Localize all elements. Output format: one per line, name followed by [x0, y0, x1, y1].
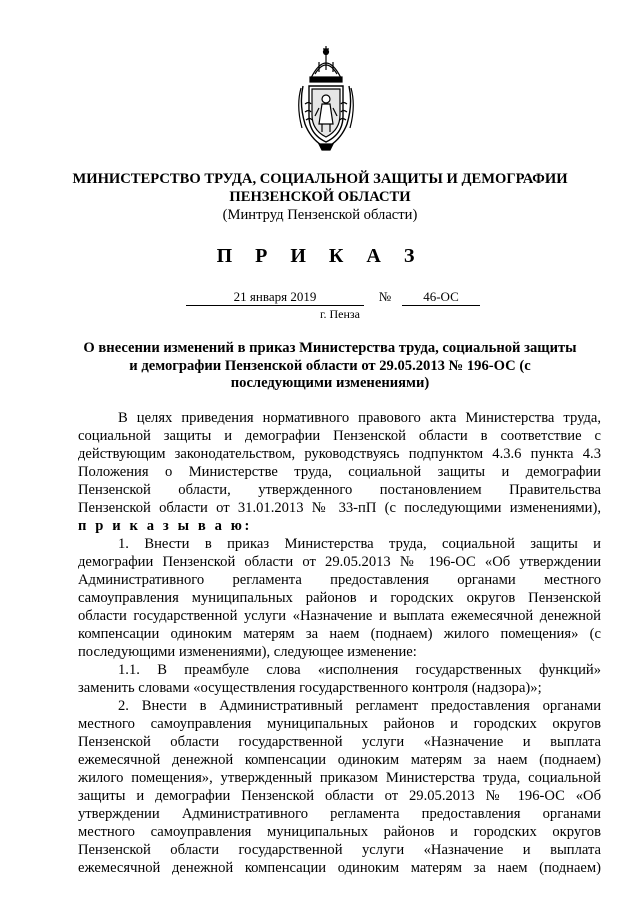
- body-line: Пензенской области, утвержденного постановлением Правительства: [78, 482, 601, 498]
- body-line: В целях приведения нормативного правового акта Министерства труда,: [118, 410, 601, 426]
- body-line: утверждении Административного регламента предоставления органами: [78, 806, 601, 822]
- subject-line: последующими изменениями): [230, 375, 430, 391]
- body-line: Пензенской области от 31.01.2013 № 33-пП (с последующими изменениями),: [78, 500, 601, 516]
- body-line: защиты и демографии Пензенской области от 29.05.2013 № 196-ОС «Об: [78, 788, 601, 804]
- body-line: компенсации одиноким матерям за наем (поднаем) жилого помещения» (с: [78, 626, 601, 642]
- ministry-name-line1: МИНИСТЕРСТВО ТРУДА, СОЦИАЛЬНОЙ ЗАЩИТЫ И ДЕМОГРАФИИ: [72, 171, 568, 187]
- body-line: социальной защиты и демографии Пензенской области в соответствие с: [78, 428, 601, 444]
- body-line: местного самоуправления муниципальных районов и городских округов: [78, 824, 601, 840]
- subject-line: и демографии Пензенской области от 29.05.2013 № 196-ОС (с: [129, 357, 531, 374]
- number-sign: №: [378, 289, 392, 304]
- body-line: области государственной услуги «Назначение и выплата ежемесячной денежной: [78, 608, 601, 624]
- body-line: Административного регламента предоставления органами местного: [78, 572, 601, 588]
- ministry-short-name: (Минтруд Пензенской области): [222, 207, 418, 223]
- body-line: местного самоуправления муниципальных районов и городских округов: [78, 716, 601, 732]
- order-word: п р и к а з ы в а ю:: [78, 518, 252, 534]
- body-line: ежемесячной денежной компенсации одиноким матерям за наем (поднаем): [78, 860, 601, 876]
- item-1-line: 1. Внести в приказ Министерства труда, социальной защиты и: [118, 536, 601, 552]
- subject-line: О внесении изменений в приказ Министерства труда, социальной защиты: [83, 340, 577, 356]
- order-number: 46-ОС: [402, 289, 480, 306]
- body-line: Положения о Министерстве труда, социальной защиты и демографии: [78, 464, 601, 480]
- body-line: заменить словами «осуществления государственного контроля (надзора)»;: [78, 680, 542, 696]
- body-line: жилого помещения», утвержденный приказом Министерства труда, социальной: [78, 770, 601, 786]
- body-line: Пензенской области государственной услуги «Назначение и выплата: [78, 842, 601, 858]
- item-2-line: 2. Внести в Административный регламент предоставления органами: [118, 698, 601, 714]
- body-line: действующим законодательством, руководствуясь подпунктом 4.3.6 пункта 4.3: [78, 446, 601, 462]
- ministry-name-line2: ПЕНЗЕНСКОЙ ОБЛАСТИ: [229, 189, 411, 205]
- order-date: 21 января 2019: [186, 289, 364, 306]
- body-line: самоуправления муниципальных районов и городских округов Пензенской: [78, 590, 601, 606]
- coat-of-arms-penza-icon: [297, 44, 355, 154]
- order-city: г. Пенза: [319, 307, 360, 321]
- item-1-1-line: 1.1. В преамбуле слова «исполнения государственных функций»: [118, 662, 601, 678]
- body-line: последующими изменениями), следующее изменение:: [78, 644, 417, 660]
- body-line: ежемесячной денежной компенсации одиноким матерям за наем (поднаем): [78, 752, 601, 768]
- body-line: Пензенской области государственной услуги «Назначение и выплата: [78, 734, 601, 750]
- document-title: П Р И К А З: [216, 245, 424, 267]
- body-line: демографии Пензенской области от 29.05.2013 № 196-ОС «Об утверждении: [78, 554, 601, 570]
